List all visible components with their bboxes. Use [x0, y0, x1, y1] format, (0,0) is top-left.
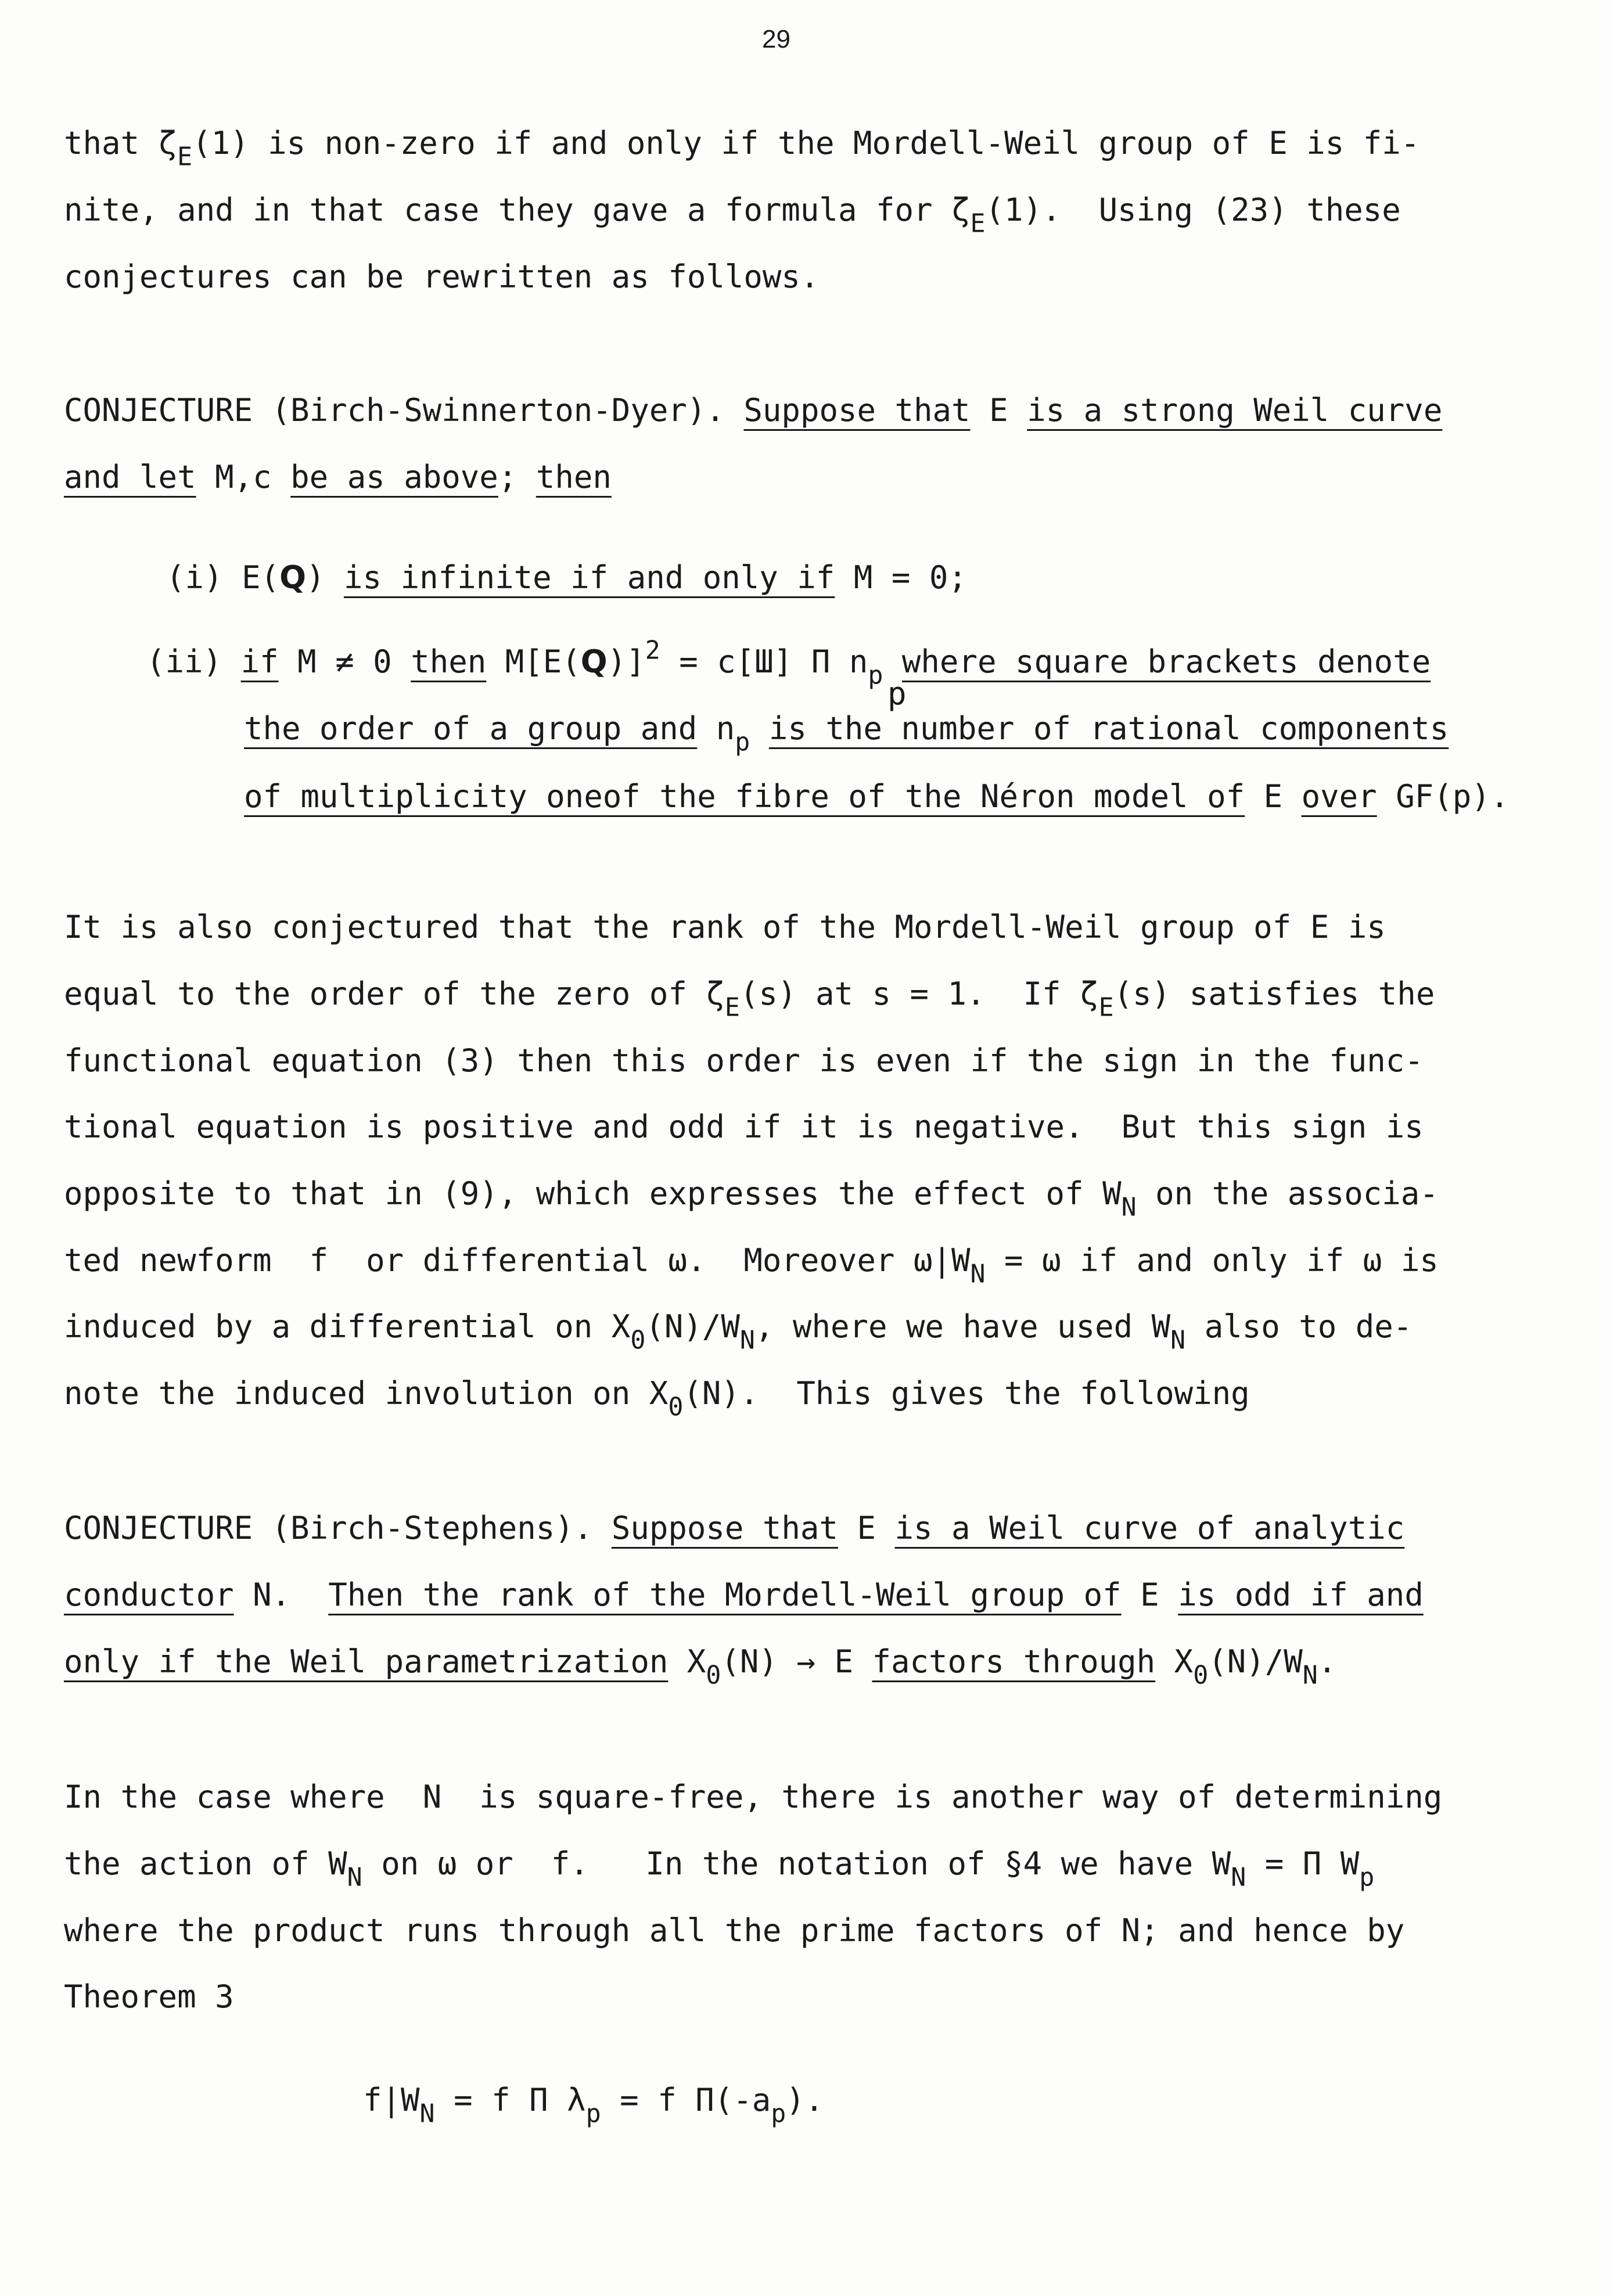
conjecture-bs-line1: CONJECTURE (Birch-Stephens). Suppose that E is a Weil curve of analytic — [64, 1510, 1405, 1546]
para3-line3: where the product runs through all the prime factors of N; and hence by — [64, 1912, 1405, 1949]
para3-line2: the action of $W_N$ on ω or f. In the notation of §4 we have $W_N = \Pi$ $W_p$ — [64, 1845, 1375, 1892]
para2-line4: tional equation is positive and odd if it is negative. But this sign is — [64, 1109, 1424, 1145]
para1-line1: that $\zeta_E(1)$ is non-zero if and only if the Mordell-Weil group of E is fi- — [64, 125, 1420, 172]
product-index-p: p — [887, 675, 907, 712]
para3-line4: Theorem 3 — [64, 1978, 234, 2015]
para1-line3: conjectures can be rewritten as follows. — [64, 258, 820, 295]
para2-line2: equal to the order of the zero of $\zeta_E(s)$ at s = 1. If $\zeta_E(s)$ satisfies the — [64, 976, 1435, 1023]
para1-line2: nite, and in that case they gave a formula for $\zeta_E(1)$. Using (23) these — [64, 192, 1401, 239]
conjecture-bsd-item-i: (i) E(Q) is infinite if and only if M = 0; — [166, 559, 967, 596]
conjecture-bsd-line1: CONJECTURE (Birch-Swinnerton-Dyer). Suppose that E is a strong Weil curve — [64, 392, 1443, 429]
conjecture-bsd-item-ii-line3: of multiplicity oneof the fibre of the Néron model of E over GF(p). — [244, 778, 1510, 815]
para2-line8: note the induced involution on $X_0(N)$. This gives the following — [64, 1375, 1250, 1422]
para2-line3: functional equation (3) then this order is even if the sign in the func- — [64, 1042, 1424, 1079]
conjecture-bsd-item-ii-line2: the order of a group and $n_p$ is the number of rational components — [244, 710, 1449, 757]
para3-line1: In the case where N is square-free, there is another way of determining — [64, 1779, 1443, 1815]
conjecture-bs-line3: only if the Weil parametrization $X_0(N) \to E$ factors through $X_0(N)/W_N$. — [64, 1643, 1337, 1690]
para2-line1: It is also conjectured that the rank of the Mordell-Weil group of E is — [64, 909, 1386, 945]
conjecture-bsd-item-ii-line1: (ii) if M ≠ 0 then $M[E(Q)]^2 = c[Ш]$ Π $n_p$ where square brackets denote — [146, 636, 1431, 690]
conjecture-bs-line2: conductor N. Then the rank of the Mordell-Weil group of E is odd if and — [64, 1577, 1424, 1613]
para2-line6: ted newform f or differential ω. Moreover $\omega|W_N = \omega$ if and only if ω is — [64, 1242, 1439, 1289]
page-number: 29 — [762, 25, 790, 53]
para2-line7: induced by a differential on $X_0(N)/W_N$, where we have used $W_N$ also to de- — [64, 1308, 1413, 1355]
para2-line5: opposite to that in (9), which expresses the effect of $W_N$ on the associa- — [64, 1175, 1439, 1222]
conjecture-bsd-line2: and let M,c be as above; then — [64, 459, 612, 495]
display-equation: $f|W_N = f$ Π $\lambda_p = f$ $\Pi(-a_p)$. — [363, 2082, 824, 2129]
